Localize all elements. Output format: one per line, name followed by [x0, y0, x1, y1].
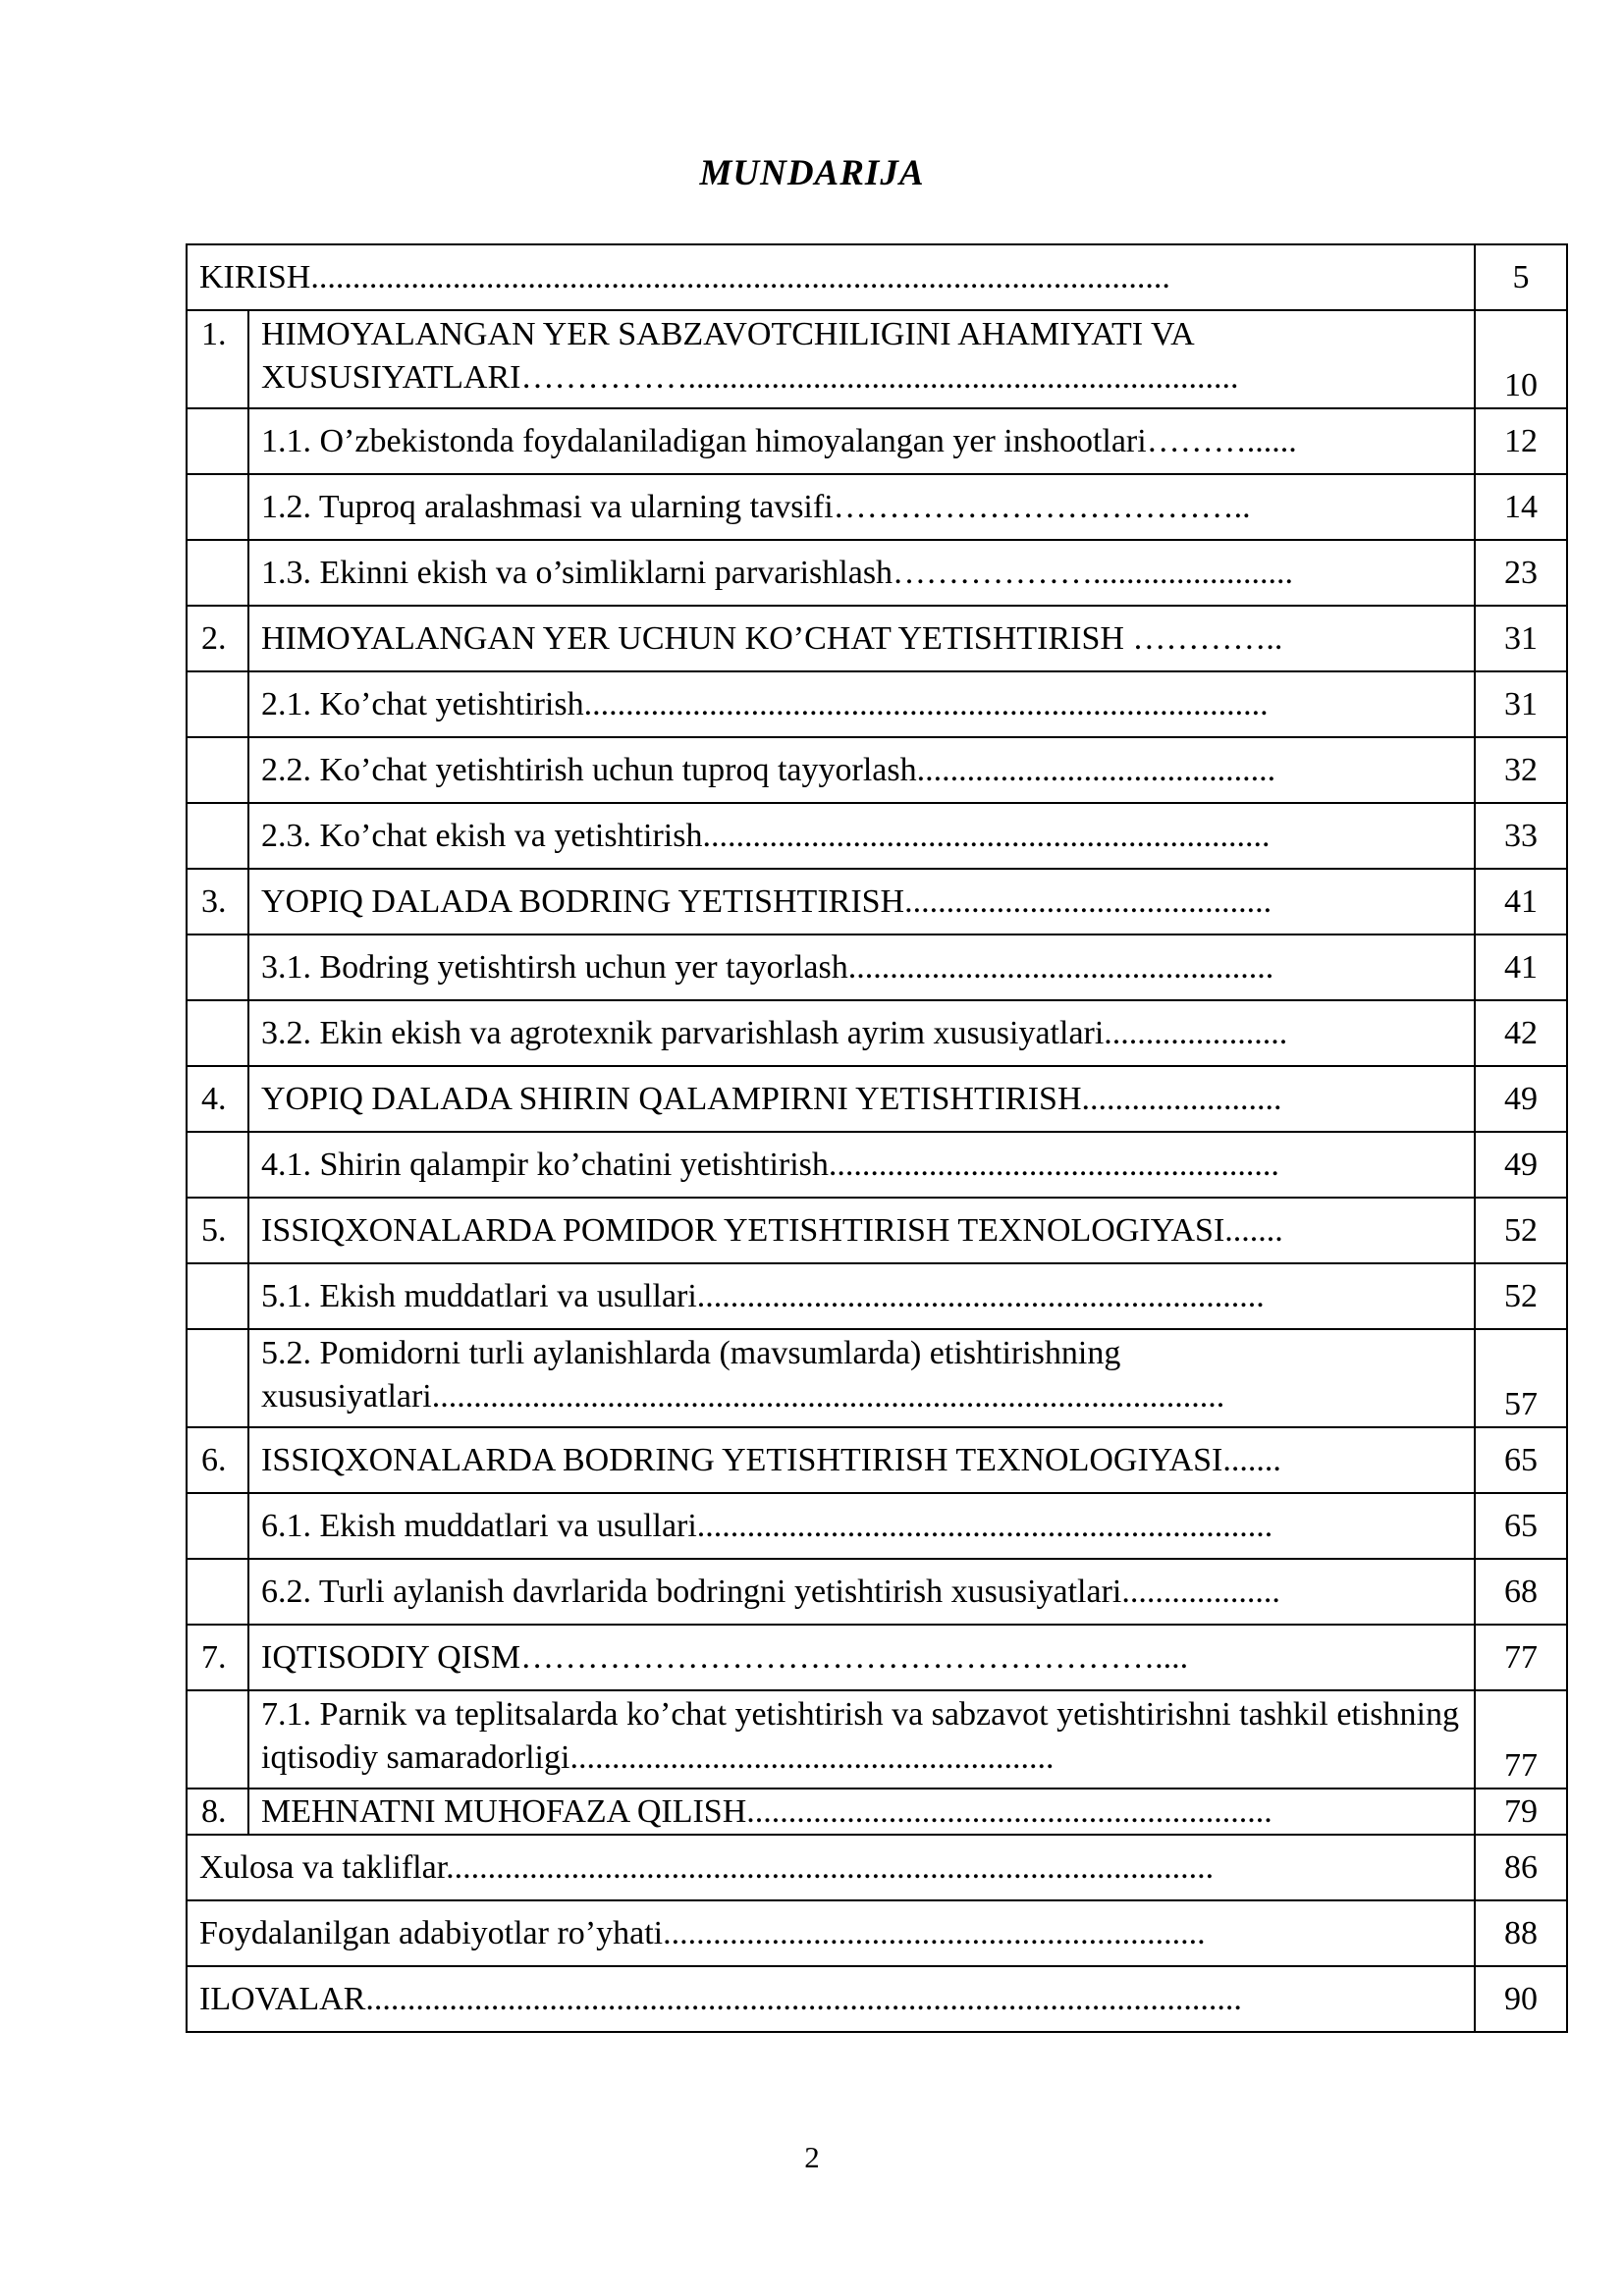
toc-entry-number: [187, 474, 248, 540]
toc-entry-title: 6.1. Ekish muddatlari va usullari.....................................................................: [248, 1493, 1475, 1559]
toc-entry-page: 23: [1475, 540, 1567, 606]
page-title: MUNDARIJA: [699, 153, 925, 193]
toc-entry-number: [187, 1493, 248, 1559]
toc-entry-page: 90: [1475, 1966, 1567, 2032]
toc-row: [187, 1493, 1567, 1559]
toc-entry-title: 7.1. Parnik va teplitsalarda ko’chat yetishtirish va sabzavot yetishtirishni tashkil etishning iqtisodiy samaradorligi..........................................................: [248, 1690, 1475, 1789]
toc-entry-page: 10: [1475, 310, 1567, 408]
toc-row: [187, 310, 1567, 408]
toc-entry-title: 4.1. Shirin qalampir ko’chatini yetishtirish......................................................: [248, 1132, 1475, 1198]
toc-entry-title: ISSIQXONALARDA BODRING YETISHTIRISH TEXNOLOGIYASI.......: [248, 1427, 1475, 1493]
toc-row: [187, 1966, 1567, 2032]
toc-row: [187, 1559, 1567, 1625]
toc-entry-number: 6.: [187, 1427, 248, 1493]
toc-entry-number: 3.: [187, 869, 248, 934]
toc-entry-title: HIMOYALANGAN YER UCHUN KO’CHAT YETISHTIRISH …………..: [248, 606, 1475, 671]
table-of-contents: [186, 243, 1568, 2033]
toc-entry-number: [187, 540, 248, 606]
toc-entry-number: [187, 737, 248, 803]
toc-entry-page: 41: [1475, 869, 1567, 934]
toc-row: [187, 1427, 1567, 1493]
toc-entry-page: 41: [1475, 934, 1567, 1000]
toc-entry-title: 2.1. Ko’chat yetishtirish..................................................................................: [248, 671, 1475, 737]
toc-entry-title: MEHNATNI MUHOFAZA QILISH...............................................................: [248, 1789, 1475, 1835]
toc-entry-page: 12: [1475, 408, 1567, 474]
toc-entry-title: 3.1. Bodring yetishtirsh uchun yer tayorlash...................................................: [248, 934, 1475, 1000]
toc-entry-number: 7.: [187, 1625, 248, 1690]
toc-row: [187, 1835, 1567, 1900]
toc-entry-number: [187, 671, 248, 737]
toc-entry-page: 5: [1475, 244, 1567, 310]
toc-row: [187, 1690, 1567, 1789]
toc-entry-page: 68: [1475, 1559, 1567, 1625]
toc-entry-page: 65: [1475, 1427, 1567, 1493]
page-number: 2: [804, 2140, 820, 2174]
toc-row: [187, 803, 1567, 869]
toc-entry-number: [187, 934, 248, 1000]
toc-entry-page: 32: [1475, 737, 1567, 803]
toc-entry-page: 49: [1475, 1066, 1567, 1132]
toc-entry-number: [187, 803, 248, 869]
toc-entry-number: [187, 408, 248, 474]
toc-entry-title: Xulosa va takliflar............................................................................................: [187, 1835, 1475, 1900]
toc-row: [187, 1066, 1567, 1132]
toc-row: [187, 606, 1567, 671]
toc-entry-title: 1.3. Ekinni ekish va o’simliklarni parvarishlash………………........................: [248, 540, 1475, 606]
toc-entry-title: 5.2. Pomidorni turli aylanishlarda (mavsumlarda) etishtirishning xususiyatlari...............................................................................................: [248, 1329, 1475, 1427]
toc-entry-title: 2.2. Ko’chat yetishtirish uchun tuproq tayyorlash...........................................: [248, 737, 1475, 803]
toc-entry-title: 1.2. Tuproq aralashmasi va ularning tavsifi………………………………..: [248, 474, 1475, 540]
toc-entry-number: [187, 1559, 248, 1625]
toc-entry-page: 31: [1475, 606, 1567, 671]
toc-row: [187, 1789, 1567, 1835]
toc-row: [187, 1900, 1567, 1966]
toc-row: [187, 474, 1567, 540]
toc-entry-title: Foydalanilgan adabiyotlar ro’yhati.................................................................: [187, 1900, 1475, 1966]
toc-entry-page: 86: [1475, 1835, 1567, 1900]
toc-entry-title: 2.3. Ko’chat ekish va yetishtirish....................................................................: [248, 803, 1475, 869]
toc-entry-page: 79: [1475, 1789, 1567, 1835]
toc-entry-title: 3.2. Ekin ekish va agrotexnik parvarishlash ayrim xususiyatlari......................: [248, 1000, 1475, 1066]
toc-entry-number: 2.: [187, 606, 248, 671]
toc-row: [187, 244, 1567, 310]
toc-row: [187, 408, 1567, 474]
toc-entry-number: 1.: [187, 310, 248, 408]
toc-entry-title: 6.2. Turli aylanish davrlarida bodringni yetishtirish xususiyatlari...................: [248, 1559, 1475, 1625]
toc-row: [187, 737, 1567, 803]
toc-entry-page: 57: [1475, 1329, 1567, 1427]
toc-entry-page: 52: [1475, 1198, 1567, 1263]
toc-entry-page: 77: [1475, 1690, 1567, 1789]
toc-entry-page: 65: [1475, 1493, 1567, 1559]
toc-entry-number: [187, 1000, 248, 1066]
toc-entry-number: 8.: [187, 1789, 248, 1835]
toc-entry-number: [187, 1132, 248, 1198]
toc-entry-title: YOPIQ DALADA BODRING YETISHTIRISH............................................: [248, 869, 1475, 934]
toc-row: [187, 1132, 1567, 1198]
toc-row: [187, 1000, 1567, 1066]
toc-row: [187, 1263, 1567, 1329]
toc-entry-number: [187, 1263, 248, 1329]
toc-row: [187, 1329, 1567, 1427]
toc-entry-page: 33: [1475, 803, 1567, 869]
toc-entry-number: 4.: [187, 1066, 248, 1132]
toc-row: [187, 1625, 1567, 1690]
toc-entry-number: [187, 1329, 248, 1427]
toc-entry-title: KIRISH.......................................................................................................: [187, 244, 1475, 310]
toc-entry-title: YOPIQ DALADA SHIRIN QALAMPIRNI YETISHTIRISH........................: [248, 1066, 1475, 1132]
toc-body: [187, 244, 1567, 2032]
toc-entry-page: 52: [1475, 1263, 1567, 1329]
toc-entry-title: 1.1. O’zbekistonda foydalaniladigan himoyalangan yer inshootlari………......: [248, 408, 1475, 474]
toc-entry-page: 14: [1475, 474, 1567, 540]
toc-entry-number: [187, 1690, 248, 1789]
toc-entry-title: ISSIQXONALARDA POMIDOR YETISHTIRISH TEXNOLOGIYASI.......: [248, 1198, 1475, 1263]
toc-entry-page: 49: [1475, 1132, 1567, 1198]
toc-entry-page: 77: [1475, 1625, 1567, 1690]
toc-entry-page: 31: [1475, 671, 1567, 737]
toc-entry-number: 5.: [187, 1198, 248, 1263]
toc-row: [187, 1198, 1567, 1263]
toc-entry-page: 88: [1475, 1900, 1567, 1966]
toc-entry-page: 42: [1475, 1000, 1567, 1066]
toc-row: [187, 869, 1567, 934]
toc-row: [187, 934, 1567, 1000]
toc-row: [187, 540, 1567, 606]
toc-entry-title: 5.1. Ekish muddatlari va usullari....................................................................: [248, 1263, 1475, 1329]
toc-row: [187, 671, 1567, 737]
toc-entry-title: ILOVALAR.........................................................................................................: [187, 1966, 1475, 2032]
toc-entry-title: IQTISODIY QISM…………………………………………………....: [248, 1625, 1475, 1690]
toc-entry-title: HIMOYALANGAN YER SABZAVOTCHILIGINI AHAMIYATI VA XUSUSIYATLARI……………..................................................................: [248, 310, 1475, 408]
